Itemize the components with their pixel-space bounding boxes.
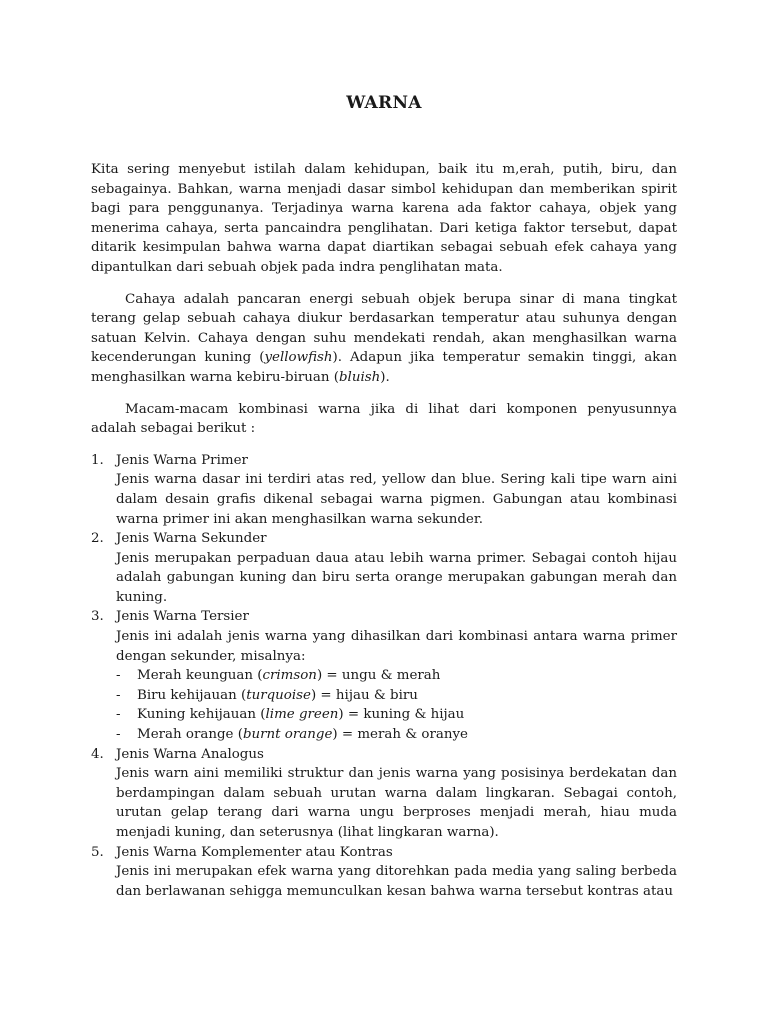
sublist-text-pre: Biru kehijauan ( <box>137 687 247 703</box>
list-description: Jenis ini adalah jenis warna yang dihasilkan dari kombinasi antara warna primer dengan sekunder, misalnya: <box>116 629 677 664</box>
list-heading: Jenis Warna Primer <box>116 452 248 468</box>
list-description: Jenis ini merupakan efek warna yang ditorehkan pada media yang saling berbeda dan berlawanan sehigga memunculkan kesan bahwa warna tersebut kontras atau <box>116 864 677 899</box>
sublist-text-italic: turquoise <box>246 687 311 703</box>
sublist-text-post: ) = merah & oranye <box>332 727 468 743</box>
sublist-text-italic: burnt orange <box>242 727 333 743</box>
list-number: 4. <box>91 746 104 762</box>
sublist-text-pre: Merah keunguan ( <box>137 668 263 684</box>
paragraph-light-italic2: bluish <box>338 369 381 385</box>
sublist-item <box>116 666 677 686</box>
dash-bullet: - <box>116 668 121 684</box>
list-number: 5. <box>91 844 104 860</box>
list-item <box>91 745 677 843</box>
paragraph-intro: Kita sering menyebut istilah dalam kehidupan, baik itu m,erah, putih, biru, dan sebagainya. Bahkan, warna menjadi dasar simbol kehidupan dan memberikan spirit bagi para penggunanya. Terjadinya warna karena ada faktor cahaya, objek yang menerima cahaya, serta pancaindra penglihatan. Dari ketiga faktor tersebut, dapat ditarik kesimpulan bahwa warna dapat diartikan sebagai sebuah efek cahaya yang dipantulkan dari sebuah objek pada indra penglihatan mata. <box>91 162 677 275</box>
paragraph-light-part1: Cahaya adalah pancaran energi sebuah objek berupa sinar di mana tingkat terang gelap sebuah cahaya diukur berdasarkan temperatur atau suhunya dengan satuan Kelvin. Cahaya dengan suhu mendekati rendah, akan menghasilkan warna kecenderungan kuning ( <box>91 291 677 366</box>
paragraph-light-italic1: yellowfish <box>264 350 333 366</box>
list-number: 2. <box>91 531 104 547</box>
sublist-item <box>116 686 677 706</box>
list-number: 1. <box>91 452 104 468</box>
list-item <box>91 451 677 529</box>
sublist-item <box>116 725 677 745</box>
list-item <box>91 843 677 902</box>
sublist-text-post: ) = ungu & merah <box>316 668 441 684</box>
list-heading: Jenis Warna Tersier <box>116 609 249 625</box>
paragraph-light <box>91 290 677 388</box>
sublist-text-pre: Kuning kehijauan ( <box>137 707 266 723</box>
sublist-text-italic: lime green <box>265 707 339 723</box>
list-description: Jenis merupakan perpaduan daua atau lebih warna primer. Sebagai contoh hijau adalah gabungan kuning dan biru serta orange merupakan gabungan merah dan kuning. <box>116 550 677 605</box>
list-number: 3. <box>91 609 104 625</box>
document-body <box>91 160 677 901</box>
sublist-text-post: ) = kuning & hijau <box>338 707 465 723</box>
color-type-list <box>91 451 677 902</box>
list-heading: Jenis Warna Komplementer atau Kontras <box>116 844 393 860</box>
list-item <box>91 607 677 744</box>
sublist-text-pre: Merah orange ( <box>137 727 243 743</box>
dash-bullet: - <box>116 687 121 703</box>
paragraph-light-part2: ). Adapun jika temperatur semakin tinggi, akan menghasilkan warna kebiru-biruan ( <box>91 350 678 385</box>
paragraph-light-part3: ). <box>380 369 390 385</box>
page-title: WARNA <box>346 93 422 113</box>
list-heading: Jenis Warna Analogus <box>116 746 264 762</box>
paragraph-combination-intro: Macam-macam kombinasi warna jika di lihat dari komponen penyusunnya adalah sebagai berikut : <box>91 401 677 437</box>
list-description: Jenis warn aini memiliki struktur dan jenis warna yang posisinya berdekatan dan berdampingan dalam sebuah urutan warna dalam lingkaran. Sebagai contoh, urutan gelap terang dari warna ungu berproses menjadi merah, hiau muda menjadi kuning, dan seterusnya (lihat lingkaran warna). <box>116 766 677 840</box>
sublist-text-italic: crimson <box>262 668 317 684</box>
list-item <box>91 529 677 607</box>
tertiary-sublist <box>116 666 677 744</box>
sublist-text-post: ) = hijau & biru <box>310 687 418 703</box>
list-description: Jenis warna dasar ini terdiri atas red, yellow dan blue. Sering kali tipe warn aini dalam desain grafis dikenal sebagai warna pigmen. Gabungan atau kombinasi warna primer ini akan menghasilkan warna sekunder. <box>116 472 677 527</box>
sublist-item <box>116 705 677 725</box>
list-heading: Jenis Warna Sekunder <box>116 531 267 547</box>
dash-bullet: - <box>116 727 121 743</box>
dash-bullet: - <box>116 707 121 723</box>
